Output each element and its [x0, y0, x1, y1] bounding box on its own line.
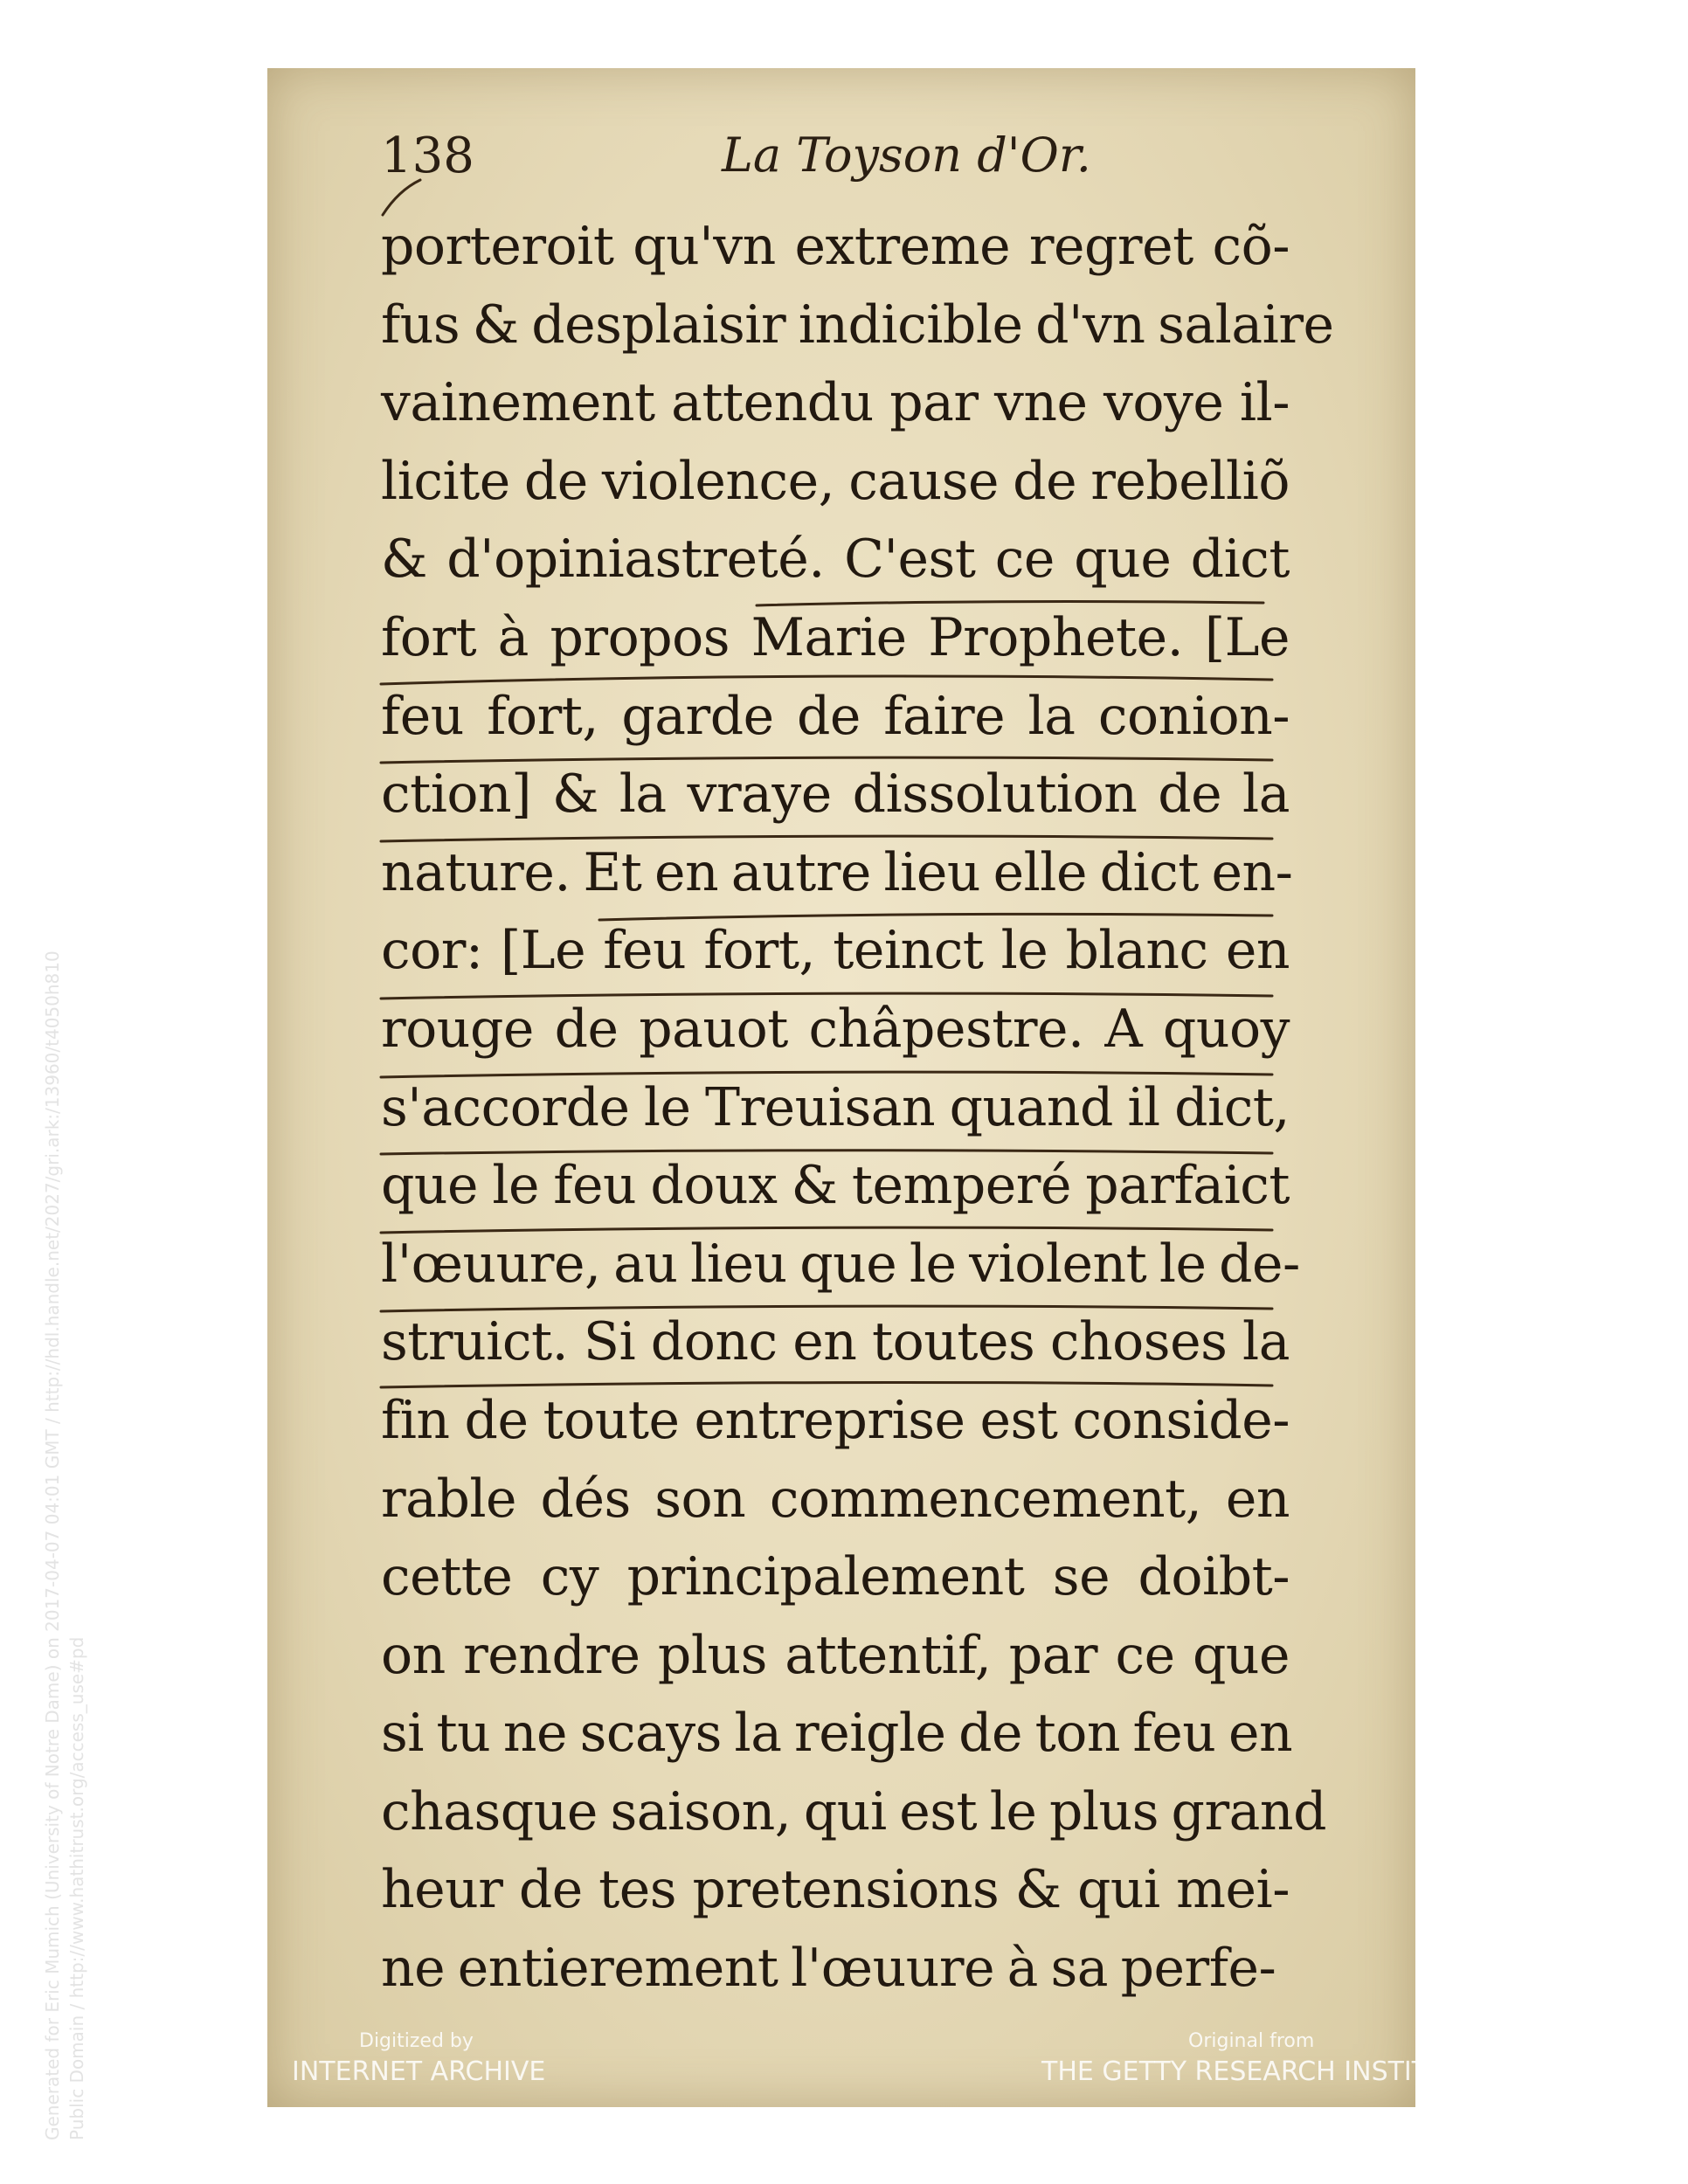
- text-line: fin de toute entreprise est conside-: [381, 1389, 1290, 1451]
- text-line: heur de tes pretensions & qui mei-: [381, 1859, 1290, 1921]
- text-line: chasque saison, qui est le plus grand: [381, 1780, 1326, 1842]
- text-line: si tu ne scays la reigle de ton feu en: [381, 1703, 1293, 1765]
- original-from-label: Original from: [1188, 2030, 1315, 2052]
- watermark-line-2: Public Domain / http://www.hathitrust.org/access_use#pd: [66, 1636, 87, 2140]
- side-watermark: [40, 950, 89, 2140]
- page-header: [381, 128, 1281, 206]
- text-line: rable dés son commencement, en: [381, 1468, 1290, 1530]
- text-line: struict. Si donc en toutes choses la: [381, 1311, 1290, 1373]
- text-line: ne entierement l'œuure à sa perfe-: [381, 1938, 1276, 2000]
- text-line: cor: [Le feu fort, teinct le blanc en: [381, 920, 1290, 982]
- digitized-by-source: INTERNET ARCHIVE: [292, 2056, 546, 2087]
- text-line: licite de violence, cause de rebelliõ: [381, 450, 1290, 512]
- text-line: que le feu doux & temperé parfaict: [381, 1155, 1290, 1217]
- text-line: fort à propos Marie Prophete. [Le: [381, 606, 1290, 668]
- scan-credits: [267, 2030, 1480, 2109]
- text-line: nature. Et en autre lieu elle dict en-: [381, 841, 1293, 903]
- body-text: [381, 208, 1334, 2008]
- text-line: vainement attendu par vne voye il-: [381, 372, 1290, 434]
- text-line: fus & desplaisir indicible d'vn salaire: [381, 294, 1334, 356]
- running-title: La Toyson d'Or.: [722, 128, 1091, 183]
- text-line: porteroit qu'vn extreme regret cõ-: [381, 216, 1290, 277]
- text-line: s'accorde le Treuisan quand il dict,: [381, 1076, 1290, 1138]
- text-line: cette cy principalement se doibt-: [381, 1546, 1290, 1608]
- text-line: feu fort, garde de faire la conion-: [381, 685, 1290, 747]
- watermark-line-1: Generated for Eric Mumich (University of Notre Dame) on 2017-04-07 04:01 GMT / http://hdl.handle.net/2027/gri.ark:/13960/t4050h810: [42, 950, 63, 2140]
- digitized-by-label: Digitized by: [359, 2030, 474, 2052]
- text-line: on rendre plus attentif, par ce que: [381, 1624, 1290, 1686]
- text-line: ction] & la vraye dissolution de la: [381, 764, 1290, 826]
- text-line: & d'opiniastreté. C'est ce que dict: [381, 529, 1290, 591]
- text-line: rouge de pauot châpestre. A quoy: [381, 998, 1290, 1060]
- page-number: 138: [381, 128, 474, 184]
- text-line: l'œuure, au lieu que le violent le de-: [381, 1233, 1300, 1295]
- original-from-source: THE GETTY RESEARCH INSTITUTE: [1041, 2056, 1480, 2087]
- scanned-book-page: [267, 68, 1480, 2107]
